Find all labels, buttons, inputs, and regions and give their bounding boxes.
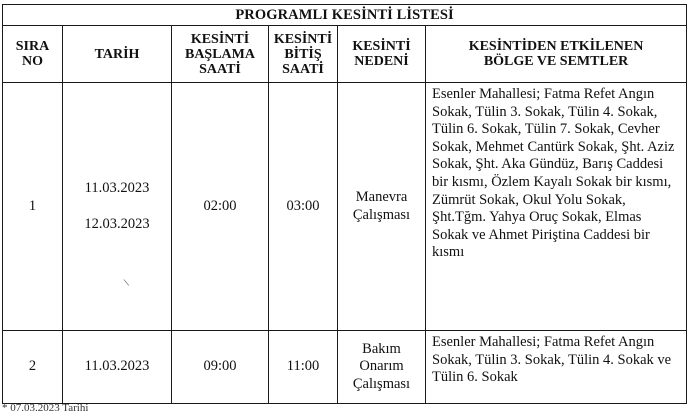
header-affected-areas: KESİNTİDEN ETKİLENEN BÖLGE VE SEMTLER (426, 26, 687, 83)
footnote: * 07.03.2023 Tarihi (2, 402, 89, 412)
header-row (3, 26, 687, 83)
row-reason: Manevra Çalışması (338, 83, 426, 331)
row-reason: Bakım Onarım Çalışması (338, 331, 426, 404)
header-tarih: TARİH (63, 26, 172, 83)
table-row (3, 83, 687, 331)
row-start-time: 02:00 (172, 83, 269, 331)
row-dates: 11.03.2023 (63, 331, 172, 404)
header-start-time: KESİNTİ BAŞLAMA SAATİ (172, 26, 269, 83)
table-title: PROGRAMLI KESİNTİ LİSTESİ (3, 5, 687, 26)
row-number: 1 (3, 83, 63, 331)
row-number: 2 (3, 331, 63, 404)
outage-schedule-table (2, 4, 687, 404)
table-title-row (3, 5, 687, 26)
row-dates: 11.03.2023 12.03.2023 (63, 83, 172, 331)
row-affected-areas: Esenler Mahallesi; Fatma Refet Angın Sokak, Tülin 3. Sokak, Tülin 4. Sokak, Tülin 6. Sokak, Tülin 7. Sokak, Cevher Sokak, Mehmet Cantürk Sokak, Şht. Aziz Sokak, Şht. Aka Gündüz, Barış Caddesi bir kısmı, Özlem Kayalı Sokak bir kısmı, Zümrüt Sokak, Okul Yolu Sokak, Şht.Tğm. Yahya Oruç Sokak, Elmas Sokak ve Ahmet Piriştina Caddesi bir kısmı (426, 83, 687, 331)
row-end-time: 03:00 (269, 83, 338, 331)
table-row (3, 331, 687, 404)
header-end-time: KESİNTİ BİTİŞ SAATİ (269, 26, 338, 83)
scan-mark: \ (123, 276, 131, 290)
row-end-time: 11:00 (269, 331, 338, 404)
row-affected-areas: Esenler Mahallesi; Fatma Refet Angın Sokak, Tülin 3. Sokak, Tülin 4. Sokak ve Tülin 6. Sokak (426, 331, 687, 404)
header-sira-no: SIRA NO (3, 26, 63, 83)
header-reason: KESİNTİ NEDENİ (338, 26, 426, 83)
row-start-time: 09:00 (172, 331, 269, 404)
